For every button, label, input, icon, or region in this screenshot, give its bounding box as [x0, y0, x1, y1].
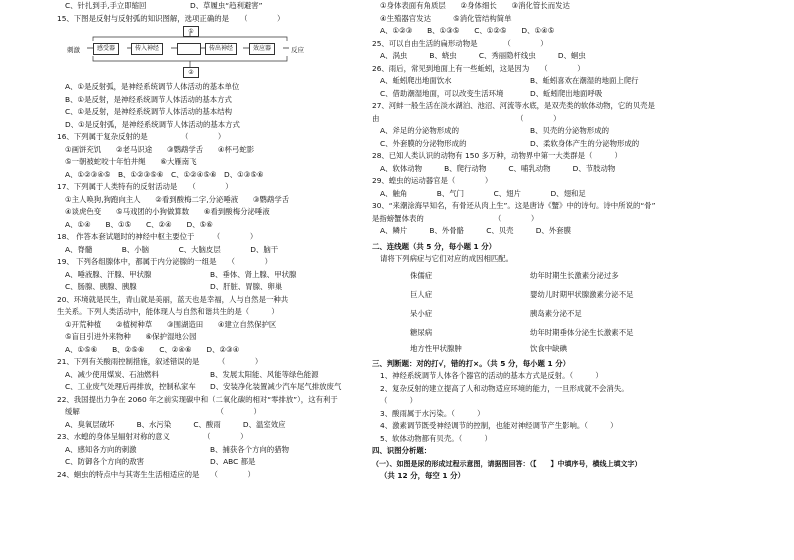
- q17-stem: 17、下列属于人类特有的反射活动是 （ ）: [57, 182, 233, 191]
- q23-option-a: A、感知各方向的刺激: [65, 444, 137, 454]
- q25-options: A、涡虫 B、蛲虫 C、秀丽隐杆线虫 D、蛔虫: [380, 51, 586, 60]
- q27-stem-2: 由 （ ）: [372, 113, 561, 123]
- diagram-box-5: 效应器: [249, 43, 275, 55]
- q30-options: A、鳞片 B、外骨骼 C、贝壳 D、外套膜: [380, 226, 571, 235]
- disease-label: 糖尿病: [410, 327, 433, 337]
- q22-stem-2: 缓解 （ ）: [65, 407, 261, 416]
- disease-label: 地方性甲状腺肿: [410, 343, 462, 353]
- q21-option-b: B、发展太阳能、风能等绿色能源: [210, 369, 319, 379]
- disease-label: 呆小症: [410, 308, 433, 318]
- diagram-box-2: 传入神经: [131, 43, 163, 55]
- q27-option-c: C、外套膜的分泌物形成的: [380, 138, 467, 148]
- q23-option-b: B、捕获各个方向的猎物: [210, 444, 289, 454]
- diagram-start-label: 刺激: [67, 46, 80, 54]
- diagram-end-label: 反应: [291, 46, 304, 54]
- q18-options: A、脊髓 B、小脑 C、大脑皮层 D、脑干: [65, 244, 279, 254]
- q30-stem-2: 是指螃蟹体表的 （ ）: [372, 213, 539, 223]
- disease-label: 巨人症: [410, 289, 433, 299]
- diagram-box-4: 传出神经: [205, 43, 237, 55]
- q28-options: A、软体动物 B、爬行动物 C、哺乳动物 D、节肢动物: [380, 163, 616, 173]
- q22-options: A、臭氧层破坏 B、水污染 C、酸雨 D、温室效应: [65, 419, 286, 429]
- q19-stem: 19、 下列各组腺体中，都属于内分泌腺的一组是 （ ）: [57, 257, 272, 266]
- matching-row: [372, 323, 772, 342]
- q24-items-1: ①身体表面有角质层 ②身体细长 ③消化管长而发达: [380, 1, 570, 10]
- q19-option-b: B、垂体、肾上腺、甲状腺: [210, 269, 297, 279]
- q27-option-d: D、柔软身体产生的分泌物形成的: [530, 138, 640, 148]
- cause-label: 婴幼儿时期甲状腺激素分泌不足: [530, 289, 634, 299]
- section-4-title: 四、识图分析题：: [372, 446, 432, 455]
- q26-option-b: B、蚯蚓喜欢在潮湿的地面上爬行: [530, 76, 639, 85]
- disease-label: 侏儒症: [410, 270, 433, 280]
- q20-items-1: ①开荒种植 ②植树种草 ③围湖造田 ④建立自然保护区: [65, 319, 277, 329]
- q24-stem: 24、蛔虫的特点中与其寄生生活相适应的是 （ ）: [57, 469, 255, 479]
- judge-item-1: 1、神经系统调节人体各个器官的活动的基本方式是反射。（ ）: [380, 371, 603, 380]
- q22-stem-1: 22、我国提出力争在 2060 年之前实现碳中和（二氧化碳的相对“零排放”），这有利于: [57, 394, 338, 404]
- matching-row: [372, 285, 772, 304]
- q23-option-d: D、ABC 都是: [210, 457, 256, 466]
- matching-row: [372, 266, 772, 285]
- q16-items-2: ⑤一朝被蛇咬十年怕井绳 ⑥大雁南飞: [65, 157, 197, 166]
- q24-items-2: ④生殖器官发达 ⑤消化管结构简单: [380, 13, 512, 23]
- q17-items-1: ①主人唤狗,狗跑向主人 ②看到酸梅二字,分泌唾液 ③鹦鹉学舌: [65, 194, 290, 204]
- cause-label: 饮食中缺碘: [530, 343, 567, 353]
- q26-option-d: D、蚯蚓爬出地面呼吸: [530, 88, 603, 98]
- q30-stem-1: 30、“来潮涂海早知名，有骨还从肉上生”。这是唐诗《蟹》中的诗句。诗中所说的“骨”: [372, 201, 656, 210]
- q26-option-a: A、蚯蚓爬出地面饮水: [380, 76, 452, 85]
- q21-option-a: A、减少使用煤炭、石油燃料: [65, 369, 159, 379]
- q20-stem-1: 20、环境就是民生，青山就是美丽，蓝天也是幸福，人与自然是一种共: [57, 294, 289, 304]
- q16-items-1: ①画饼充饥 ②老马识途 ③鹦鹉学舌 ④杯弓蛇影: [65, 144, 255, 154]
- q15-option-c: C、①是反射，是神经系统调节人体活动的基本结构: [65, 107, 232, 116]
- q29-options: A、触角 B、气门 C、翅片 D、翅和足: [380, 188, 586, 198]
- q19-option-a: A、唾液腺、汗腺、甲状腺: [65, 269, 152, 279]
- q17-items-2: ④谈虎色变 ⑤马戏团的小狗做算数 ⑥看到酸梅分泌唾液: [65, 207, 270, 216]
- diagram-box-3: [177, 43, 201, 55]
- q15-option-d: D、①是反射弧，是神经系统调节人体活动的基本方式: [65, 119, 240, 129]
- diagram-circle-1: ①: [183, 26, 199, 37]
- matching-row: [372, 342, 772, 356]
- section-3-title: 三、判断题：对的打√，错的打×。（共 5 分，每小题 1 分）: [372, 358, 570, 368]
- q20-options: A、①⑤⑥ B、②⑤⑥ C、②④⑥ D、②③④: [65, 344, 240, 354]
- q23-option-c: C、防御各个方向的敌害: [65, 457, 145, 466]
- q29-stem: 29、蝗虫的运动器官是（ ）: [372, 176, 493, 185]
- q15-option-b: B、①是反射，是神经系统调节人体活动的基本方式: [65, 94, 232, 104]
- diagram-box-1: 感受器: [93, 43, 119, 55]
- q20-stem-2: 生关系。下列人类活动中，能体现人与自然和谐共生的是（ ）: [57, 307, 279, 316]
- q26-option-c: C、借助潮湿地面，可以改变生活环境: [380, 88, 504, 98]
- q17-options: A、①④ B、①⑤ C、②④ D、⑤⑥: [65, 219, 213, 229]
- q18-stem: 18、 作答本套试题时的神经中枢主要位于 （ ）: [57, 232, 258, 241]
- q27-option-a: A、斧足的分泌物形成的: [380, 126, 459, 135]
- q16-stem: 16、下列属于复杂反射的是 （ ）: [57, 132, 226, 141]
- q20-items-2: ⑤盲目引进外来物种 ⑥保护湿地公园: [65, 332, 197, 341]
- q19-option-c: C、肠腺、胰腺、胰腺: [65, 282, 137, 291]
- q28-stem: 28、已知人类认识的动物有 150 多万种，动物界中第一大类群是（ ）: [372, 151, 622, 160]
- q25-stem: 25、可以自由生活的扁形动物是 （ ）: [372, 38, 548, 48]
- section-2-instruction: 请将下列病症与它们对应的成因相匹配。: [380, 254, 514, 263]
- cause-label: 幼年时期垂体分泌生长激素不足: [530, 327, 634, 337]
- judge-item-2: 2、复杂反射的建立提高了人和动物适应环境的能力，一旦形成就不会消失。: [380, 383, 629, 393]
- judge-item-3: 3、酸雨属于水污染。（ ）: [380, 408, 485, 418]
- q15-stem: 15、下图是反射与反射弧的知识图解，选项正确的是 （ ）: [57, 13, 285, 23]
- matching-row: [372, 304, 772, 323]
- q27-stem-1: 27、河蚌一般生活在淡水湖泊、池沼、河流等水底，是双壳类的软体动物，它的贝壳是: [372, 101, 655, 110]
- q14-option-d: D、草履虫“趋利避害”: [190, 1, 263, 10]
- section-4-sub-1: （一）、如图是尿的形成过程示意图，请据图回答：（【 】中填序号，横线上填文字）: [372, 459, 642, 468]
- q26-stem: 26、雨后，常见到地面上有一些蚯蚓，这是因为 （ ）: [372, 63, 585, 73]
- cause-label: 幼年时期生长激素分泌过多: [530, 270, 619, 280]
- q23-stem: 23、水螅的身体呈辐射对称的意义 （ ）: [57, 432, 248, 441]
- judge-item-5: 5、软体动物都有贝壳。（ ）: [380, 433, 492, 443]
- diagram-circle-2: ②: [183, 67, 199, 78]
- judge-item-4: 4、激素调节既受神经调节的控制，也能对神经调节产生影响。（ ）: [380, 421, 618, 430]
- q21-stem: 21、下列有关酸雨控制措施，叙述错误的是 （ ）: [57, 357, 263, 366]
- q15-option-a: A、①是反射弧，是神经系统调节人体活动的基本单位: [65, 82, 240, 91]
- q14-option-c: C、针扎到手,手立即缩回: [65, 1, 147, 10]
- section-2-title: 二、连线题（共 5 分，每小题 1 分）: [372, 241, 497, 251]
- q16-options: A、①②③④⑤ B、①②③⑤⑥ C、①②④⑤⑥ D、①③⑤⑥: [65, 169, 264, 179]
- judge-item-2-bracket: （ ）: [380, 396, 417, 405]
- q19-option-d: D、肝脏、胃腺、卵巢: [210, 282, 283, 291]
- q21-option-d: D、安装净化装置减少汽车尾气排放废气: [210, 382, 342, 391]
- section-4-sub-2: （共 12 分，每空 1 分）: [380, 471, 465, 480]
- q21-option-c: C、工业废气处理后再排放，控制私家车: [65, 382, 196, 391]
- cause-label: 胰岛素分泌不足: [530, 308, 582, 318]
- right-column: [372, 0, 772, 483]
- q27-option-b: B、贝壳的分泌物形成的: [530, 126, 609, 135]
- q24-options: A、①②③ B、①③⑤ C、①②⑤ D、①④⑤: [380, 26, 555, 35]
